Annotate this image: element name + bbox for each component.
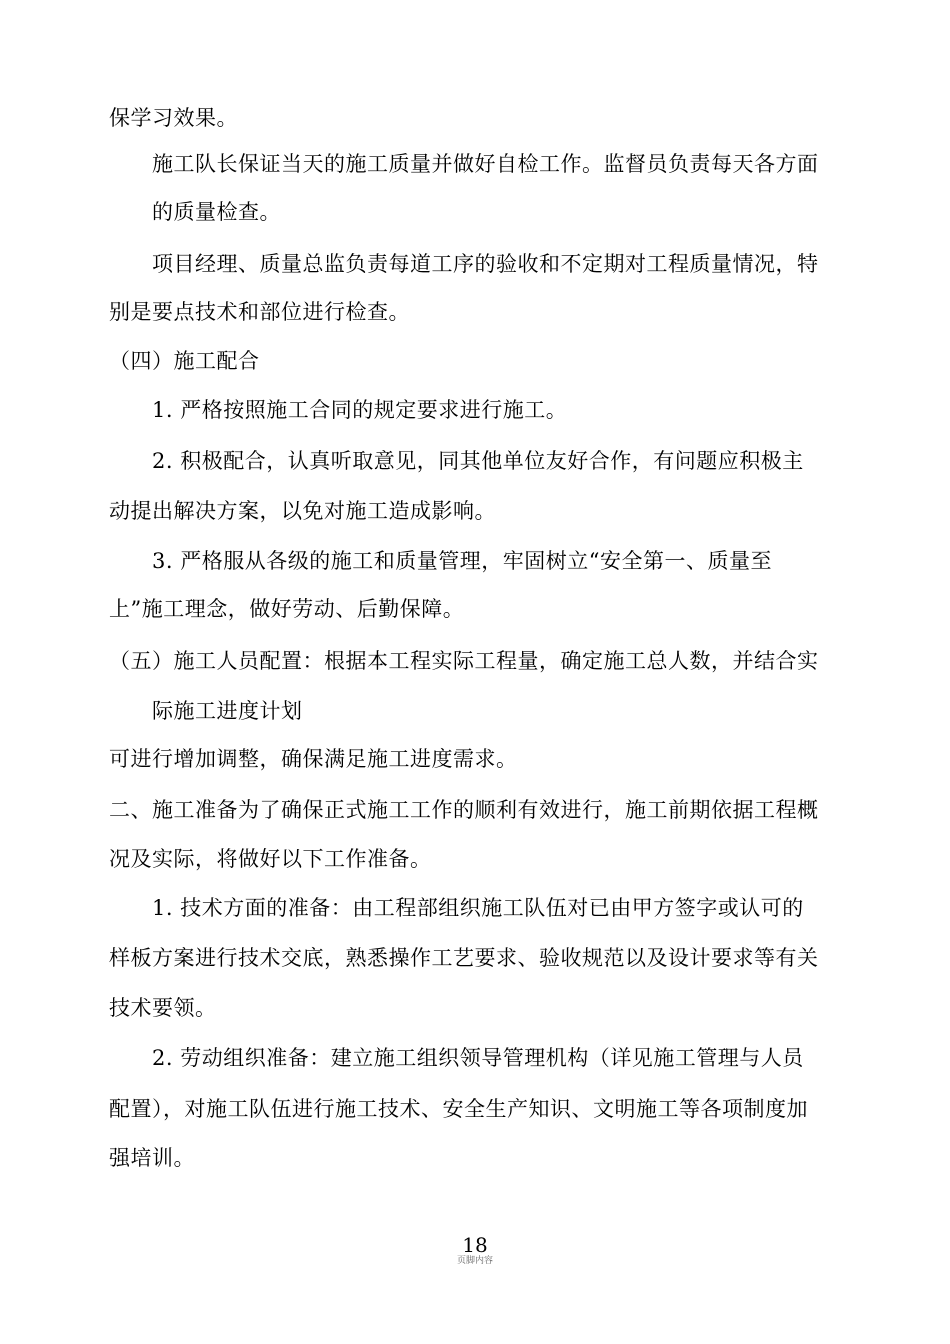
text-line: 可进行增加调整，确保满足施工进度需求。 xyxy=(109,747,518,771)
footer-label: 页脚内容 xyxy=(456,1256,493,1266)
text-line: 1. 严格按照施工合同的规定要求进行施工。 xyxy=(152,398,568,422)
text-line: 强培训。 xyxy=(109,1146,195,1170)
text-line: 上”施工理念，做好劳动、后勤保障。 xyxy=(109,597,465,621)
text-line: 际施工进度计划 xyxy=(152,699,303,723)
section-heading: （四）施工配合 xyxy=(109,349,260,373)
text-line: 1. 技术方面的准备：由工程部组织施工队伍对已由甲方签字或认可的 xyxy=(152,896,804,920)
text-line: 项目经理、质量总监负责每道工序的验收和不定期对工程质量情况，特 xyxy=(152,252,819,276)
text-line: 3. 严格服从各级的施工和质量管理，牢固树立“安全第一、质量至 xyxy=(152,549,772,573)
text-line: 施工队长保证当天的施工质量并做好自检工作。监督员负责每天各方面 xyxy=(152,152,819,176)
text-line: 动提出解决方案，以免对施工造成影响。 xyxy=(109,499,496,523)
text-line: 的质量检查。 xyxy=(152,200,281,224)
section-heading: （五）施工人员配置：根据本工程实际工程量，确定施工总人数，并结合实 xyxy=(109,649,819,673)
text-line: 保学习效果。 xyxy=(109,106,238,130)
text-line: 配置），对施工队伍进行施工技术、安全生产知识、文明施工等各项制度加 xyxy=(109,1097,808,1121)
text-line: 样板方案进行技术交底，熟悉操作工艺要求、验收规范以及设计要求等有关 xyxy=(109,946,819,970)
page-number: 18 xyxy=(462,1233,488,1257)
text-line: 技术要领。 xyxy=(109,996,217,1020)
text-line: 别是要点技术和部位进行检查。 xyxy=(109,300,410,324)
section-heading: 二、施工准备为了确保正式施工工作的顺利有效进行，施工前期依据工程概 xyxy=(109,798,819,822)
text-line: 2. 积极配合，认真听取意见，同其他单位友好合作，有问题应积极主 xyxy=(152,449,804,473)
text-line: 2. 劳动组织准备：建立施工组织领导管理机构（详见施工管理与人员 xyxy=(152,1046,804,1070)
text-line: 况及实际，将做好以下工作准备。 xyxy=(109,847,432,871)
